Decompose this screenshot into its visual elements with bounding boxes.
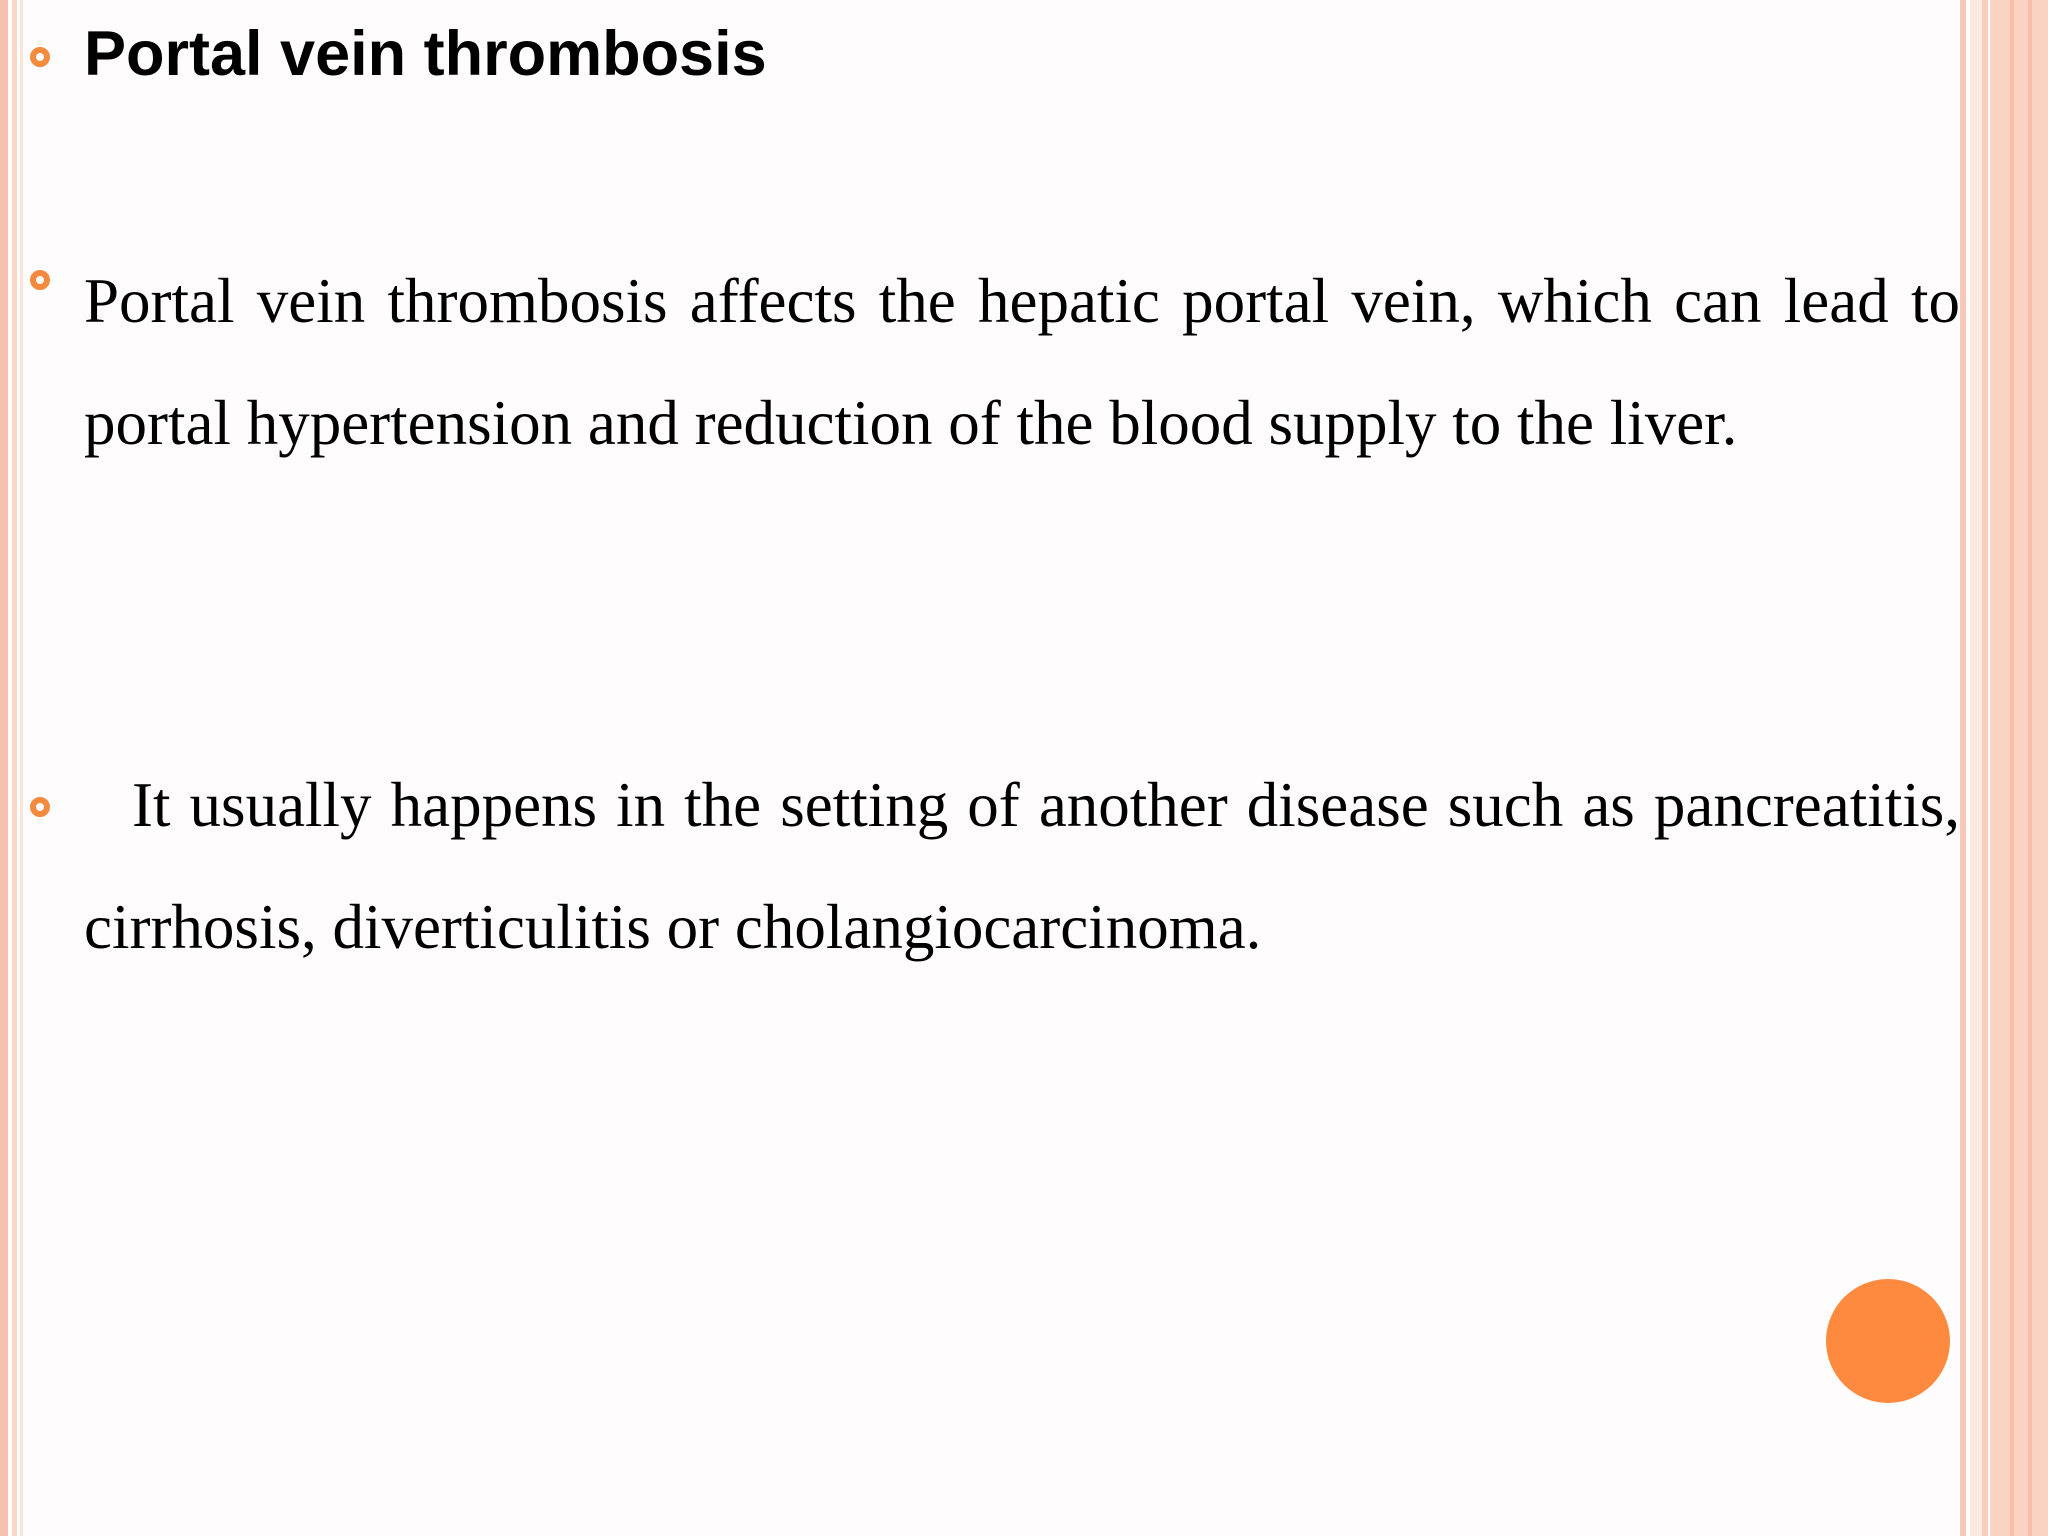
left-border-line xyxy=(0,0,8,1536)
paragraph-portal-vein-definition: Portal vein thrombosis affects the hepatic portal vein, which can lead to portal hypertension and reduction of the blood supply to the liver. xyxy=(84,266,1960,458)
right-border-band xyxy=(1970,0,1982,1536)
paragraph-disease-setting: It usually happens in the setting of another disease such as pancreatitis, cirrhosis, diverticulitis or cholangiocarcinoma. xyxy=(84,770,1960,962)
hollow-circle-bullet-icon xyxy=(30,47,50,67)
hollow-circle-bullet-icon xyxy=(30,797,50,817)
right-border-line xyxy=(1982,0,1988,1536)
filled-circle-icon xyxy=(1826,1279,1950,1403)
right-border-line xyxy=(2028,0,2032,1536)
hollow-circle-bullet-icon xyxy=(30,270,50,290)
left-border-line xyxy=(20,0,23,1536)
left-border-line xyxy=(12,0,17,1536)
right-border-line xyxy=(1960,0,1966,1536)
slide-heading: Portal vein thrombosis xyxy=(84,19,767,89)
right-border-block xyxy=(1990,0,2048,1536)
right-border-line xyxy=(2010,0,2014,1536)
